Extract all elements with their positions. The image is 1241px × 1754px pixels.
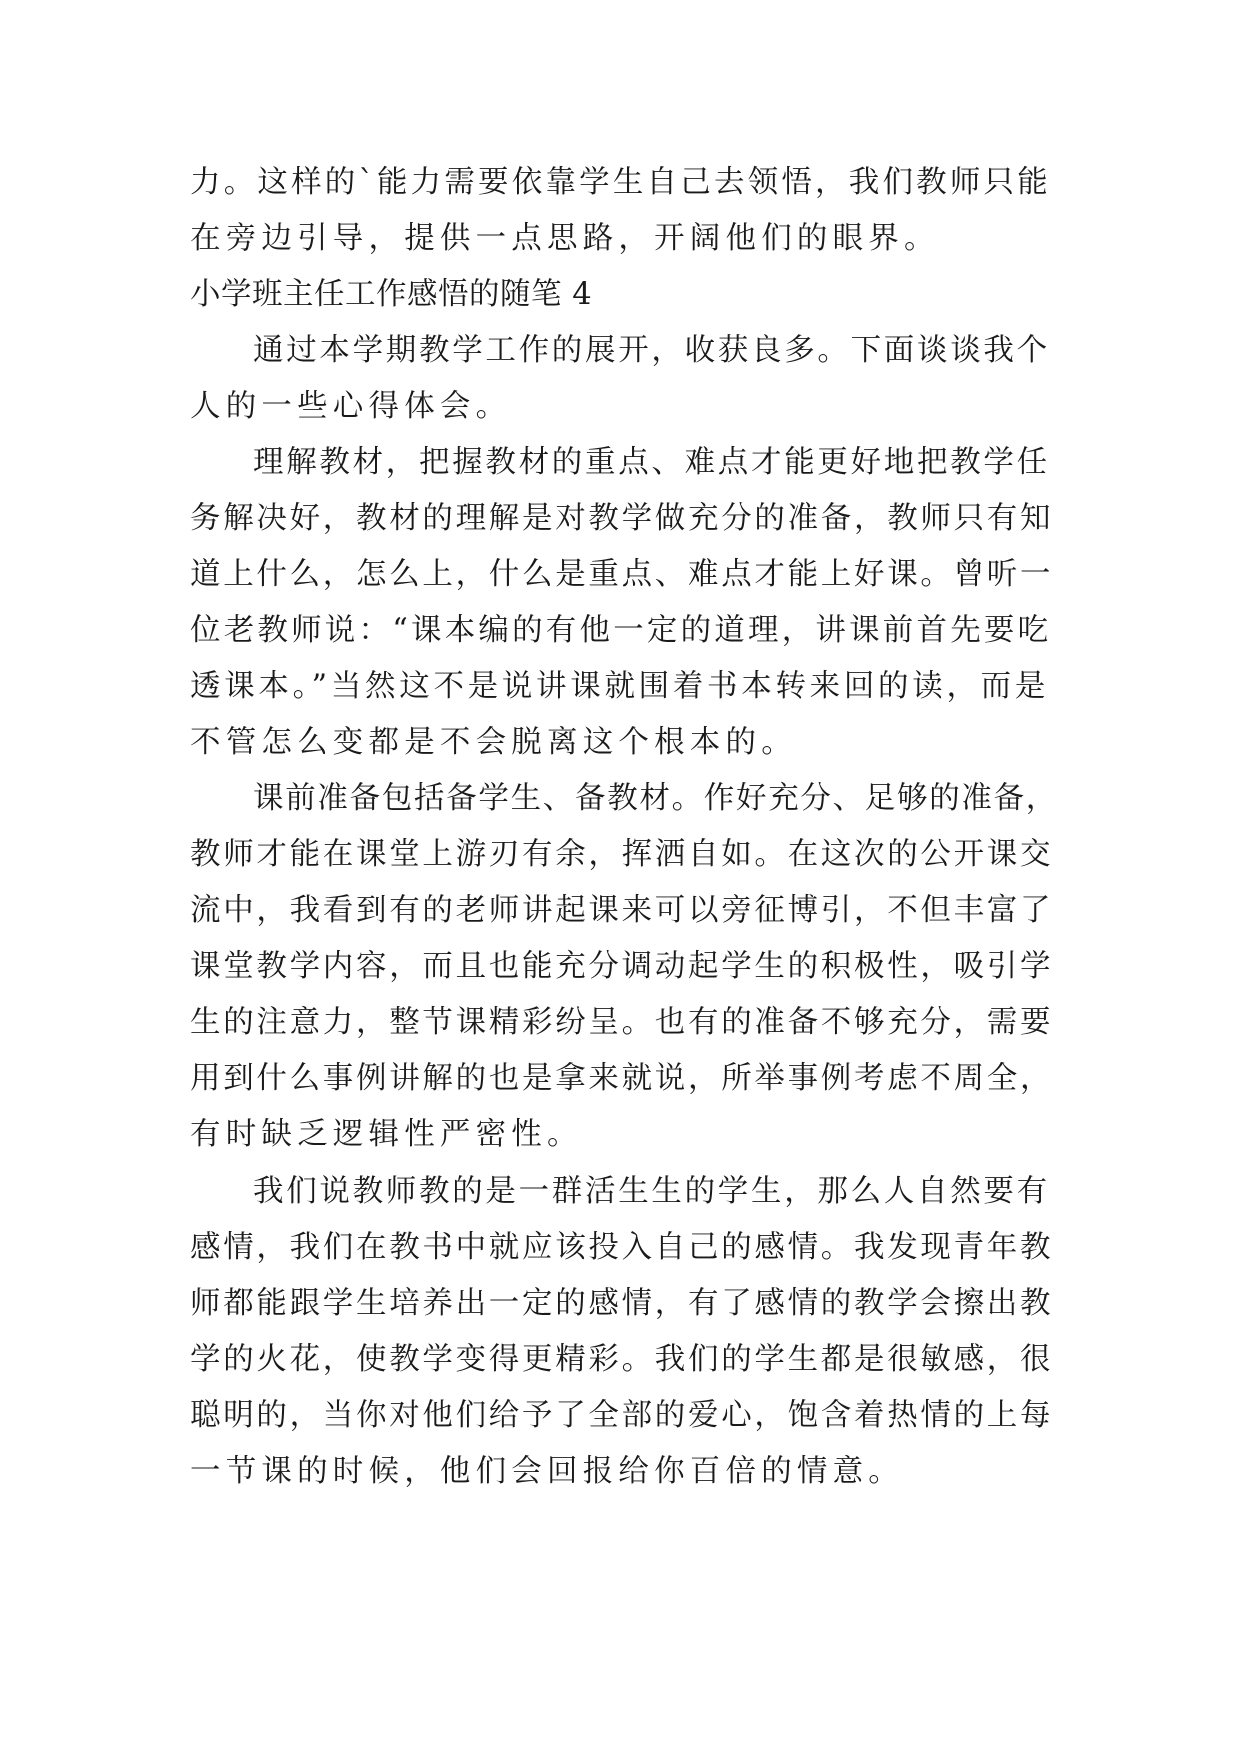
text-line: 课堂教学内容，而且也能充分调动起学生的积极性，吸引学 [190, 949, 1054, 984]
text-line: 务解决好，教材的理解是对教学做充分的准备，教师只有知 [190, 501, 1054, 536]
text-line: 不管怎么变都是不会脱离这个根本的。 [190, 725, 797, 760]
text-line: 在旁边引导，提供一点思路，开阔他们的眼界。 [190, 221, 940, 256]
text-line: 生的注意力，整节课精彩纷呈。也有的准备不够充分，需要 [190, 1005, 1054, 1040]
text-line: 有时缺乏逻辑性严密性。 [190, 1117, 583, 1152]
text-line: 道上什么，怎么上，什么是重点、难点才能上好课。曾听一 [190, 557, 1054, 592]
text-line: 透课本。”当然这不是说讲课就围着书本转来回的读，而是 [190, 669, 1050, 704]
text-line: 师都能跟学生培养出一定的感情，有了感情的教学会擦出教 [190, 1286, 1054, 1321]
text-line: 流中，我看到有的老师讲起课来可以旁征博引，不但丰富了 [190, 893, 1054, 928]
paragraph-first-line: 课前准备包括备学生、备教材。作好充分、足够的准备， [253, 781, 1058, 816]
text-line: 人的一些心得体会。 [190, 389, 512, 424]
text-line: 学的火花，使教学变得更精彩。我们的学生都是很敏感，很 [190, 1342, 1054, 1377]
text-line: 教师才能在课堂上游刃有余，挥洒自如。在这次的公开课交 [190, 837, 1054, 872]
text-line: 位老教师说：“课本编的有他一定的道理，讲课前首先要吃 [190, 613, 1052, 648]
text-line: 用到什么事例讲解的也是拿来就说，所举事例考虑不周全， [190, 1061, 1054, 1096]
text-line: 聪明的，当你对他们给予了全部的爱心，饱含着热情的上每 [190, 1398, 1054, 1433]
paragraph-first-line: 通过本学期教学工作的展开，收获良多。下面谈谈我个 [253, 333, 1050, 368]
text-line: 一节课的时候，他们会回报给你百倍的情意。 [190, 1454, 904, 1489]
paragraph-first-line: 理解教材，把握教材的重点、难点才能更好地把教学任 [253, 445, 1050, 480]
text-line: 力。这样的`能力需要依靠学生自己去领悟，我们教师只能 [190, 165, 1051, 200]
text-line: 感情，我们在教书中就应该投入自己的感情。我发现青年教 [190, 1230, 1054, 1265]
paragraph-first-line: 我们说教师教的是一群活生生的学生，那么人自然要有 [253, 1174, 1050, 1209]
section-title: 小学班主任工作感悟的随笔 4 [190, 277, 593, 312]
